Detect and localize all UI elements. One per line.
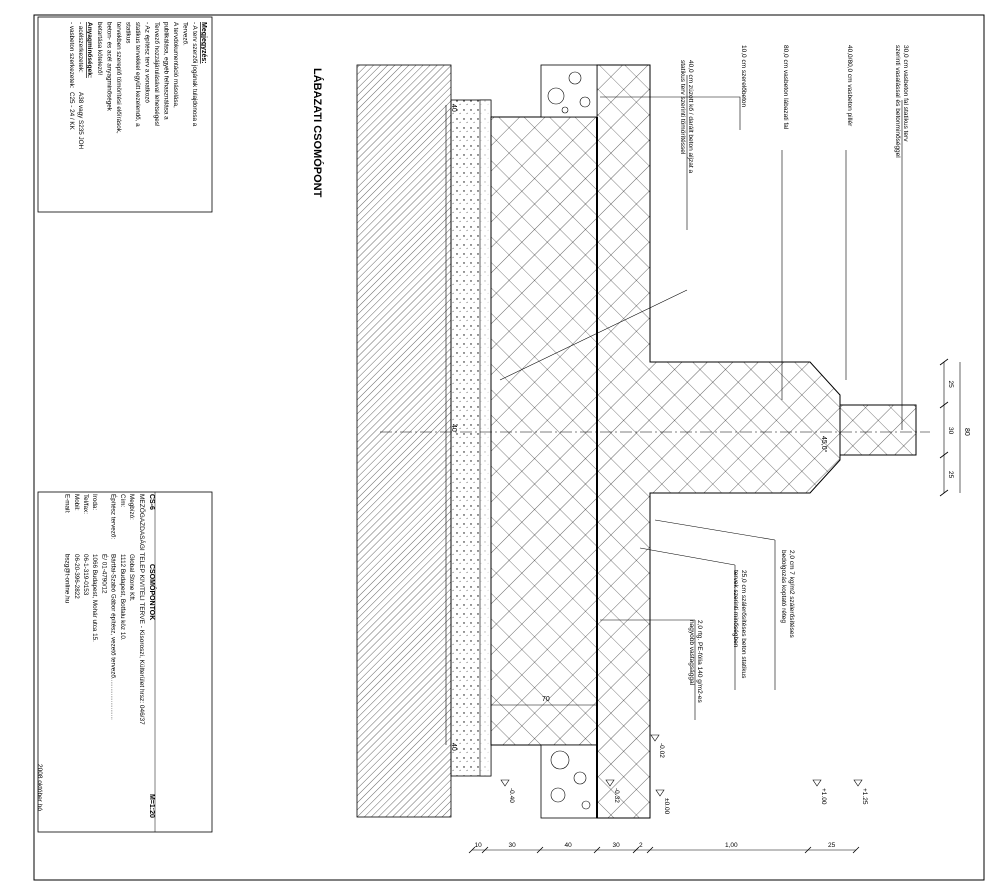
pillar-dim-2: 40 bbox=[450, 424, 457, 432]
gravel-fill-bottom bbox=[541, 745, 597, 818]
note-line: Tervező. bbox=[181, 22, 189, 46]
note-line: Tervező hozzájárulásával lehetséges! bbox=[153, 22, 160, 127]
annotation-label bbox=[740, 45, 747, 108]
note-line: statikus tervekkel együtt kezelendő, a bbox=[134, 22, 141, 127]
annotation-label bbox=[846, 45, 853, 127]
note-line: statikus bbox=[124, 22, 132, 44]
annotation-line: nagyobb vastagsággal bbox=[688, 620, 695, 686]
level-triangle bbox=[813, 780, 821, 786]
title-block-value: 1066 Budapest, Mohár utca 15. bbox=[91, 554, 99, 642]
annotation-line: 10,0 cm szerelőbeton bbox=[740, 45, 747, 108]
dim-label-bottom: 1,00 bbox=[725, 842, 738, 849]
title-block-label: E-mail: bbox=[63, 494, 71, 514]
level-triangle bbox=[854, 780, 862, 786]
gravel-fill-top bbox=[541, 65, 597, 117]
annotation-line: 30,0 cm vasbeton fal statikus terv bbox=[902, 45, 909, 142]
material-label: - acélszerkezetek: bbox=[77, 22, 84, 73]
note-line: beton- és acél anyagminőségek bbox=[105, 22, 113, 111]
dims-right bbox=[940, 359, 970, 496]
sheet-scale: M=1:20 bbox=[148, 794, 155, 818]
materials-heading: Anyagminőségek: bbox=[86, 22, 93, 78]
level-label: -0.02 bbox=[658, 743, 665, 758]
note-line: publikálása, egyéb felhasználása a bbox=[162, 22, 170, 120]
title-block-value: 06-20-396-2822 bbox=[72, 554, 80, 599]
inner-dim: 70 bbox=[542, 696, 550, 703]
dim-label-bottom: 25 bbox=[828, 842, 836, 849]
dim-right-total: 80 bbox=[963, 428, 970, 436]
title-block-value: 06-1-319-0153 bbox=[82, 554, 89, 596]
lean-concrete bbox=[480, 100, 491, 776]
level-triangle bbox=[651, 735, 659, 741]
level-triangle bbox=[656, 790, 664, 796]
material-value: A38 vagy S235 JOH bbox=[77, 92, 84, 150]
level-label: +1.25 bbox=[861, 788, 868, 805]
title-block-label: Mobil: bbox=[72, 494, 80, 511]
material-value: C25 - 24 / KK bbox=[68, 92, 75, 130]
title-block-label: Építész tervező: bbox=[109, 494, 117, 540]
title-block-label: Megbízó: bbox=[128, 494, 135, 520]
annotation-line: 25,0 cm szálerősítéses beton statikus bbox=[740, 570, 747, 679]
notes-heading: Megjegyzés: bbox=[200, 22, 207, 64]
note-line: betartása kötelező! bbox=[96, 22, 103, 76]
annotation-label bbox=[894, 45, 909, 158]
annotation-label bbox=[679, 60, 694, 173]
annotation-line: 80,0 cm vasbeton lábazati fal bbox=[782, 45, 789, 130]
level-triangle bbox=[501, 780, 509, 786]
dim-label-right: 30 bbox=[947, 427, 954, 435]
annotation-line: 40,0 cm zúzott kő / darált beton aljzat a bbox=[687, 60, 694, 174]
annotation-line: bedolgozás koptató réteg bbox=[780, 550, 787, 623]
level-label: +1.00 bbox=[820, 788, 827, 805]
notes-lines bbox=[96, 22, 198, 134]
pillar-dim-1: 40 bbox=[450, 104, 457, 112]
annotation-label bbox=[782, 45, 789, 130]
pillar-dim-3: 40 bbox=[450, 743, 457, 751]
annotation-line: tervek szerinti minőségben bbox=[732, 570, 739, 648]
notes-box bbox=[38, 17, 212, 212]
annotation-line: szerinti vasalással és betonminőséggel bbox=[894, 45, 901, 158]
title-block-label: Cím: bbox=[118, 494, 126, 508]
title-block-label: Tel/fax: bbox=[82, 494, 89, 514]
sheet-number: CS-6 bbox=[148, 494, 155, 510]
annotation-label bbox=[688, 620, 703, 703]
dim-label-bottom: 40 bbox=[564, 842, 572, 849]
note-line: - Az építész terv a vonatkozó bbox=[143, 22, 151, 103]
annotation-line: statikus terv szerinti tömörítéssel bbox=[679, 60, 686, 155]
level-label: ±0.00 bbox=[663, 798, 670, 815]
wall-stub bbox=[840, 405, 916, 455]
dim-label-right: 25 bbox=[947, 380, 954, 388]
note-line: tervekben szereplő tömörítési előírások, bbox=[115, 22, 122, 134]
dims-bottom bbox=[469, 842, 859, 853]
dim-label-bottom: 30 bbox=[508, 842, 516, 849]
title-block bbox=[36, 492, 212, 832]
title-block-rows bbox=[64, 494, 135, 720]
level-label: -0.40 bbox=[508, 788, 515, 803]
dim-label-bottom: 30 bbox=[612, 842, 620, 849]
dim-label-bottom: 2 bbox=[639, 842, 643, 849]
dim-label-right: 25 bbox=[947, 471, 954, 479]
drawing-title: LÁBAZATI CSOMÓPONT bbox=[311, 68, 323, 198]
annotation-line: 2,0 cm 7 kg/m2 szálerősítéses bbox=[788, 550, 795, 638]
dim-label-bottom: 10 bbox=[474, 842, 482, 849]
title-block-value: 1112 Budapest, Botfalu köz 10. bbox=[118, 554, 126, 641]
project-name: MEZŐGAZDASÁGI TELEP KIVITELI TERVE - Kisoroszi, Külterület hrsz: 046/37 bbox=[138, 494, 145, 725]
soil-hatch bbox=[357, 65, 451, 817]
title-block-value: bszg@t-online.hu bbox=[63, 554, 71, 604]
annotation-label bbox=[780, 550, 795, 639]
sheet-title: CSOMÓPONTOK bbox=[148, 564, 155, 621]
materials-lines bbox=[68, 22, 84, 150]
title-block-value: Global Stone Kft. bbox=[128, 554, 135, 602]
material-label: - vasbeton szerkezetek: bbox=[68, 22, 75, 89]
title-block-value: Bártfai-Szabó Gábor építész, vezető tervező........................ bbox=[109, 554, 117, 720]
note-line: A tervdokumentáció másolása, bbox=[172, 22, 179, 108]
note-line: - A terv szerzői jogának tulajdonosa a bbox=[191, 22, 198, 127]
chamfer-label: 45,0° bbox=[820, 436, 827, 453]
level-label: -0.32 bbox=[613, 788, 620, 803]
annotation-label bbox=[732, 570, 747, 679]
annotation-line: 40,0/80,0 cm vasbeton pillér bbox=[846, 45, 853, 127]
title-block-label: Iroda: bbox=[91, 494, 99, 511]
title-block-value: É/ 01-4790/12 bbox=[100, 554, 108, 594]
annotation-line: 2,0 rtg. PE-fólia 140 g/m2-es bbox=[696, 620, 703, 703]
sheet-date: 2008 október hó bbox=[36, 764, 43, 811]
